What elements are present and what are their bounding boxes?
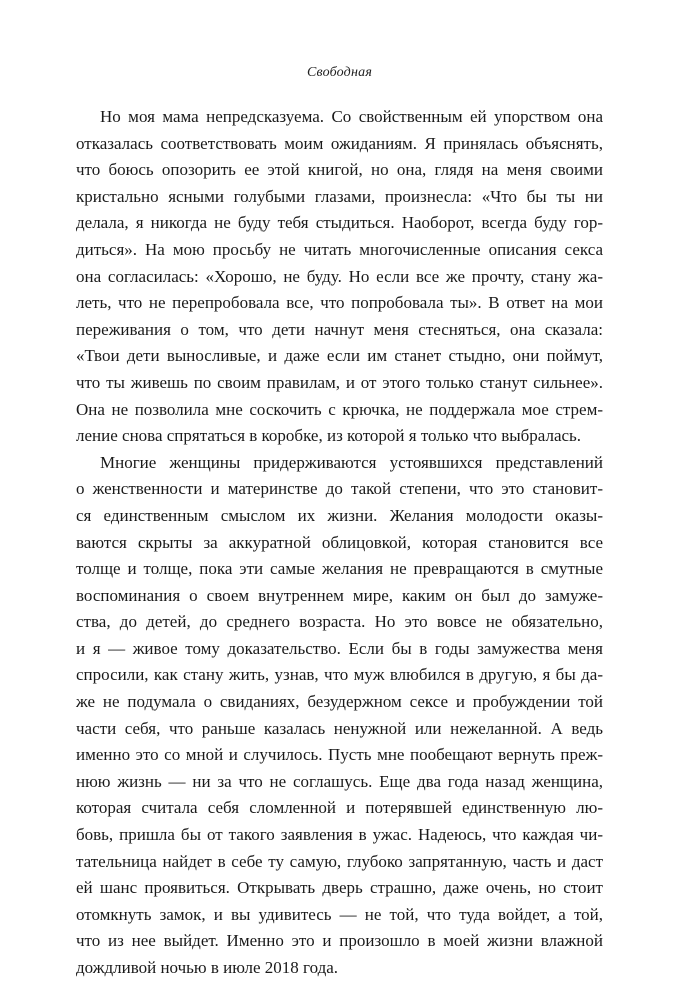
text-line: что из нее выйдет. Именно это и произошло в моей жизни влажной [76,931,603,951]
text-line: бовь, пришла бы от такого заявления в ужас. Надеюсь, что каждая чи- [76,825,603,845]
text-line: переживания о том, что дети начнут меня стесняться, она сказала: [76,319,603,339]
text-line: отказалась соответствовать моим ожиданиям. Я принялась объяснять, [76,133,603,153]
text-line: которая считала себя сломленной и потерявшей единственную лю- [76,798,603,818]
text-line: нюю жизнь — ни за что не соглашусь. Еще два года назад женщина, [76,771,603,791]
text-line: «Твои дети выносливые, и даже если им станет стыдно, они поймут, [76,346,603,366]
text-line: спросили, как стану жить, узнав, что муж влюбился в другую, я бы да- [76,665,603,685]
text-line: что боюсь опозорить ее этой книгой, но она, глядя на меня своими [76,160,603,180]
text-line: о женственности и материнстве до такой степени, что это становит- [76,479,603,499]
paragraph [76,104,603,450]
text-line: ваются скрыты за аккуратной облицовкой, которая становится все [76,532,603,552]
text-line: Многие женщины придерживаются устоявшихся представлений [100,452,603,472]
text-line: она согласилась: «Хорошо, не буду. Но если все же прочту, стану жа- [76,266,603,286]
text-line: части себя, что раньше казалась ненужной или нежеланной. А ведь [76,718,603,738]
text-line: и я — живое тому доказательство. Если бы в годы замужества меня [76,638,603,658]
running-head: Свободная [306,65,373,80]
body-text [76,104,603,982]
text-line: отомкнуть замок, и вы удивитесь — не той, что туда войдет, а той, [76,904,603,924]
text-line: ление снова спрятаться в коробке, из которой я только что выбралась. [76,426,582,446]
text-line: кристально ясными голубыми глазами, произнесла: «Что бы ты ни [76,186,603,206]
text-line: леть, что не перепробовала все, что попробовала ты». В ответ на мои [76,293,603,313]
text-line: тательница найдет в себе ту самую, глубоко запрятанную, часть и даст [76,851,603,871]
text-line: Но моя мама непредсказуема. Со свойственным ей упорством она [100,107,603,126]
text-line: именно это со мной и случилось. Пусть мне пообещают вернуть преж- [76,745,603,765]
text-line: дождливой ночью в июле 2018 года. [76,958,339,977]
text-line: Она не позволила мне соскочить с крючка, не поддержала мое стрем- [76,399,603,419]
text-line: толще и толще, пока эти самые желания не превращаются в смутные [76,559,603,579]
text-line: диться». На мою просьбу не читать многочисленные описания секса [76,239,603,259]
text-line: что ты живешь по своим правилам, и от этого только станут сильнее». [76,372,603,392]
text-line: ей шанс проявиться. Открывать дверь страшно, даже очень, но стоит [76,878,603,898]
text-line: же не подумала о свиданиях, безудержном сексе и пробуждении той [76,692,603,712]
text-line: воспоминания о своем внутреннем мире, каким он был до замуже- [76,585,603,605]
text-line: ства, до детей, до среднего возраста. Но это вовсе не обязательно, [76,612,603,632]
paragraph [76,450,603,982]
text-line: ся единственным смыслом их жизни. Желания молодости оказы- [76,505,603,525]
text-line: делала, я никогда не буду тебя стыдиться. Наоборот, всегда буду гор- [76,213,603,233]
